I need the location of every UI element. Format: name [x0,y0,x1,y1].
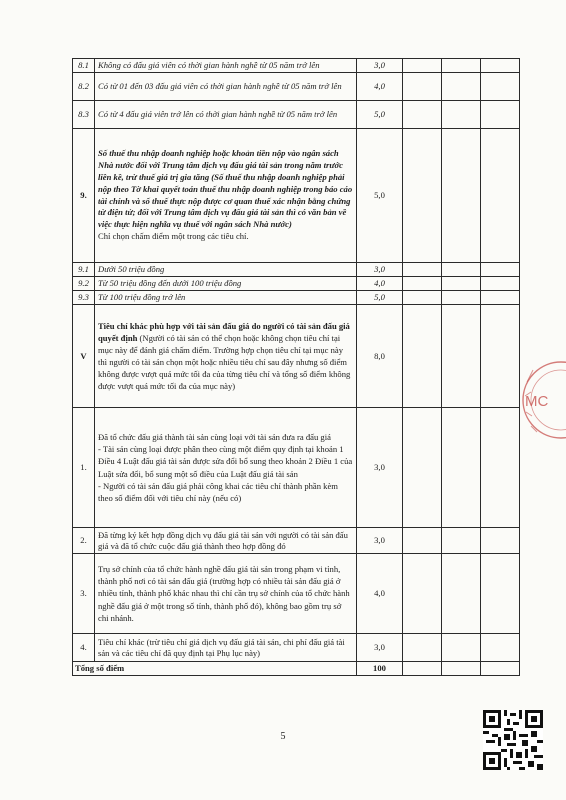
max-score: 3,0 [357,408,403,528]
table-row [73,277,520,291]
criterion-line: Đã tổ chức đấu giá thành tài sản cùng loại với tài sản đưa ra đấu giá [98,432,331,443]
row-number: 9.1 [73,263,95,277]
page-number: 5 [280,731,286,742]
max-score: 5,0 [357,101,403,129]
table-row [73,263,520,277]
max-score: 5,0 [357,291,403,305]
table-row [73,528,520,554]
max-score: 3,0 [357,59,403,73]
row-number: 9. [73,129,95,263]
max-score: 8,0 [357,305,403,408]
total-row [73,662,520,676]
criterion-text: Có từ 4 đấu giá viên trở lên có thời gian hành nghề từ 05 năm trở lên [95,101,357,129]
table-row [73,291,520,305]
total-label: Tổng số điểm [73,662,357,676]
criterion-cell [95,305,357,408]
criterion-text: Từ 50 triệu đồng đến dưới 100 triệu đồng [95,277,357,291]
criterion-text: Dưới 50 triệu đồng [95,263,357,277]
max-score: 3,0 [357,528,403,554]
criterion-text: Đã từng ký kết hợp đồng dịch vụ đấu giá tài sản với người có tài sản đấu giá và đã tổ chức cuộc đấu giá thành theo hợp đồng đó [95,528,357,554]
criterion-line: - Tài sản cùng loại được phân theo cùng một điểm quy định tại khoản 1 Điều 4 Luật đấu giá tài sản được sửa đổi bổ sung theo khoản 2 Điều 1 của Luật sửa đổi, bổ sung một số điều của Luật đấu giá tài sản [98,444,353,479]
criterion-cell [95,408,357,528]
criterion-text: Có từ 01 đến 03 đấu giá viên có thời gian hành nghề từ 05 năm trở lên [95,73,357,101]
table-row [73,554,520,634]
row-number: 9.2 [73,277,95,291]
max-score: 4,0 [357,277,403,291]
row-number: 4. [73,634,95,662]
max-score: 3,0 [357,263,403,277]
table-row [73,305,520,408]
criterion-note: Chỉ chọn chấm điểm một trong các tiêu chí. [98,231,249,242]
max-score: 4,0 [357,73,403,101]
total-score: 100 [357,662,403,676]
row-number: 8.1 [73,59,95,73]
row-number: 8.2 [73,73,95,101]
criterion-text: Trụ sở chính của tổ chức hành nghề đấu giá tài sản trong phạm vi tỉnh, thành phố nơi có tài sản đấu giá (trường hợp có nhiều tài sản đấu giá ở nhiều tỉnh, thành phố khác nhau thì chỉ cần trụ sở chính của tổ chức hành nghề đấu giá ở một trong số tỉnh, thành phố đó), không bao gồm trụ sở chi nhánh. [95,554,357,634]
table-row [73,73,520,101]
criterion-body: (Người có tài sản có thể chọn hoặc không chọn tiêu chí tại mục này để đánh giá chấm điểm. Trường hợp chọn tiêu chí tại mục này thì người có tài sản chọn một hoặc nhiều tiêu chí sau đây nhưng số điểm không được vượt quá mức tối đa của từng tiêu chí và tổng số điểm không được vượt quá mức tối đa của mục này) [98,332,351,392]
stamp-text: MC [525,393,549,410]
criterion-text: Không có đấu giá viên có thời gian hành nghề từ 05 năm trở lên [95,59,357,73]
table-row [73,408,520,528]
row-number: 8.3 [73,101,95,129]
row-number: 9.3 [73,291,95,305]
criterion-heading: Tiêu chí khác phù hợp với tài sản đấu giá do người có tài sản đấu giá quyết định [98,320,350,343]
row-number: 3. [73,554,95,634]
row-number: 1. [73,408,95,528]
row-number: V [73,305,95,408]
table-row [73,634,520,662]
criteria-table [72,58,520,676]
max-score: 4,0 [357,554,403,634]
criterion-heading: Số thuế thu nhập doanh nghiệp hoặc khoản tiền nộp vào ngân sách Nhà nước đối với Trung tâm dịch vụ đấu giá tài sản trong năm trước liền kề, trừ thuế giá trị gia tăng (Số thuế thu nhập doanh nghiệp phải nộp theo Tờ khai quyết toán thuế thu nhập doanh nghiệp trong báo cáo tài chính và số thuế thực nộp được cơ quan thuế xác nhận bằng chứng từ điện tử; đối với Trung tâm dịch vụ đấu giá tài sản thì có văn bản về việc thực hiện nghĩa vụ thuế với ngân sách Nhà nước) [98,148,353,230]
red-seal-stamp [519,340,566,460]
table-row [73,101,520,129]
criterion-line: - Người có tài sản đấu giá phải công khai các tiêu chí thành phần kèm theo số điểm đối với tiêu chí này (nếu có) [98,480,338,503]
max-score: 5,0 [357,129,403,263]
criterion-text: Từ 100 triệu đồng trở lên [95,291,357,305]
qr-code-icon [483,710,543,770]
row-number: 2. [73,528,95,554]
table-row [73,129,520,263]
table-row [73,59,520,73]
criterion-cell [95,129,357,263]
max-score: 3,0 [357,634,403,662]
criterion-text: Tiêu chí khác (trừ tiêu chí giá dịch vụ đấu giá tài sản, chi phí đấu giá tài sản và các tiêu chí đã quy định tại Phụ lục này) [95,634,357,662]
